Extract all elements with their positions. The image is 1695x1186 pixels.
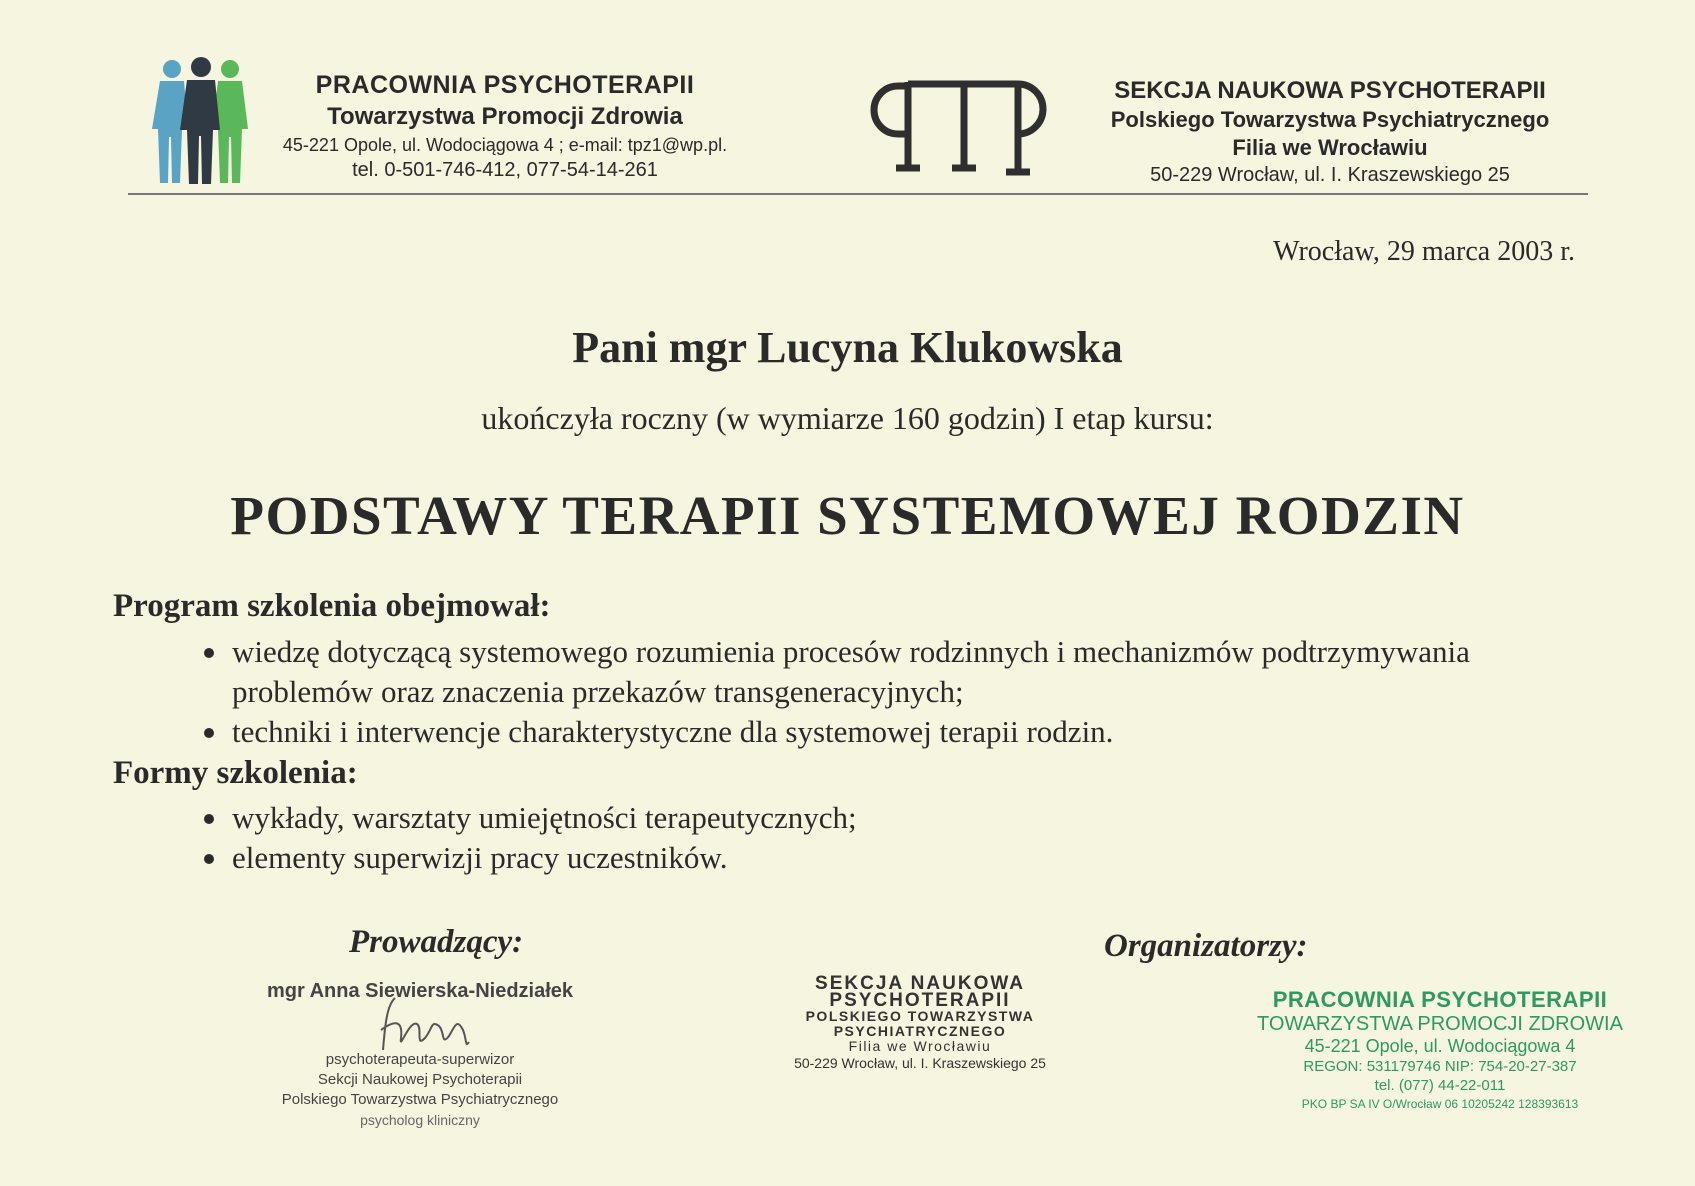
header-right-line2: Polskiego Towarzystwa Psychiatrycznego — [1110, 107, 1550, 132]
stamp1-line5: Filia we Wrocławiu — [848, 1038, 992, 1054]
forms-list — [232, 798, 1532, 878]
stamp1-line2: PSYCHOTERAPII — [829, 990, 1011, 1011]
leader-role-4: psycholog kliniczny — [360, 1112, 480, 1128]
header-right-block — [1105, 76, 1555, 188]
header-left-line2: Towarzystwa Promocji Zdrowia — [327, 103, 683, 130]
ptp-logo — [868, 76, 1058, 181]
stamp1-line1: SEKCJA NAUKOWA — [815, 973, 1025, 994]
leader-role-1: psychoterapeuta-superwizor — [325, 1051, 515, 1068]
stamp1-line6: 50-229 Wrocław, ul. I. Kraszewskiego 25 — [794, 1055, 1046, 1071]
recipient-name: Pani mgr Lucyna Klukowska — [572, 323, 1123, 372]
header-left-line4: tel. 0-501-746-412, 077-54-14-261 — [352, 159, 658, 181]
list-item: wykłady, warsztaty umiejętności terapeutycznych; — [232, 798, 1532, 838]
leaders-heading: Prowadzący: — [349, 924, 524, 960]
header-right-line1: SEKCJA NAUKOWA PSYCHOTERAPII — [1114, 77, 1546, 104]
list-item: techniki i interwencje charakterystyczne dla systemowej terapii rodzin. — [232, 712, 1572, 752]
program-heading: Program szkolenia obejmował: — [113, 588, 551, 624]
header-left-line3: 45-221 Opole, ul. Wodociągowa 4 ; e-mail: tpz1@wp.pl. — [282, 135, 728, 155]
signature — [365, 990, 485, 1060]
stamp2-line3: 45-221 Opole, ul. Wodociągowa 4 — [1304, 1036, 1576, 1056]
bullet-icon — [204, 728, 214, 738]
leader-role-2: Sekcji Naukowej Psychoterapii — [317, 1071, 523, 1088]
forms-heading: Formy szkolenia: — [113, 755, 358, 791]
leader-name: mgr Anna Siewierska-Niedziałek — [266, 980, 574, 1002]
header-divider — [128, 193, 1588, 195]
document-date: Wrocław, 29 marca 2003 r. — [1273, 236, 1575, 267]
header-right-line3: Filia we Wrocławiu — [1232, 135, 1428, 160]
header-left-block — [275, 70, 735, 183]
stamp2-line1: PRACOWNIA PSYCHOTERAPII — [1272, 987, 1608, 1012]
people-group-icon — [150, 55, 260, 185]
stamp2-line5: tel. (077) 44-22-011 — [1374, 1077, 1506, 1094]
stamp2-line4: REGON: 531179746 NIP: 754-20-27-387 — [1303, 1058, 1577, 1075]
stamp-clinic — [1225, 988, 1655, 1113]
stamp-section — [770, 975, 1070, 1072]
bullet-icon — [204, 814, 214, 824]
course-title: PODSTAWY TERAPII SYSTEMOWEJ RODZIN — [230, 485, 1465, 546]
stamp2-line2: TOWARZYSTWA PROMOCJI ZDROWIA — [1257, 1013, 1623, 1035]
completion-text: ukończyła roczny (w wymiarze 160 godzin) I etap kursu: — [481, 400, 1214, 436]
organizers-heading: Organizatorzy: — [1104, 928, 1308, 964]
stamp2-line6: PKO BP SA IV O/Wrocław 06 10205242 128393613 — [1301, 1097, 1579, 1111]
bullet-icon — [204, 648, 214, 658]
stamp1-line4: PSYCHIATRYCZNEGO — [833, 1023, 1007, 1039]
program-list — [232, 632, 1572, 752]
header-right-line4: 50-229 Wrocław, ul. I. Kraszewskiego 25 — [1150, 164, 1510, 186]
list-item: wiedzę dotyczącą systemowego rozumienia procesów rodzinnych i mechanizmów podtrzymywania problemów oraz znaczenia przekazów transgeneracyjnych; — [232, 632, 1572, 712]
leader-role-3: Polskiego Towarzystwa Psychiatrycznego — [281, 1091, 559, 1108]
list-item: elementy superwizji pracy uczestników. — [232, 838, 1532, 878]
bullet-icon — [204, 854, 214, 864]
stamp1-line3: POLSKIEGO TOWARZYSTWA — [805, 1008, 1035, 1024]
header-left-line1: PRACOWNIA PSYCHOTERAPII — [315, 71, 695, 99]
